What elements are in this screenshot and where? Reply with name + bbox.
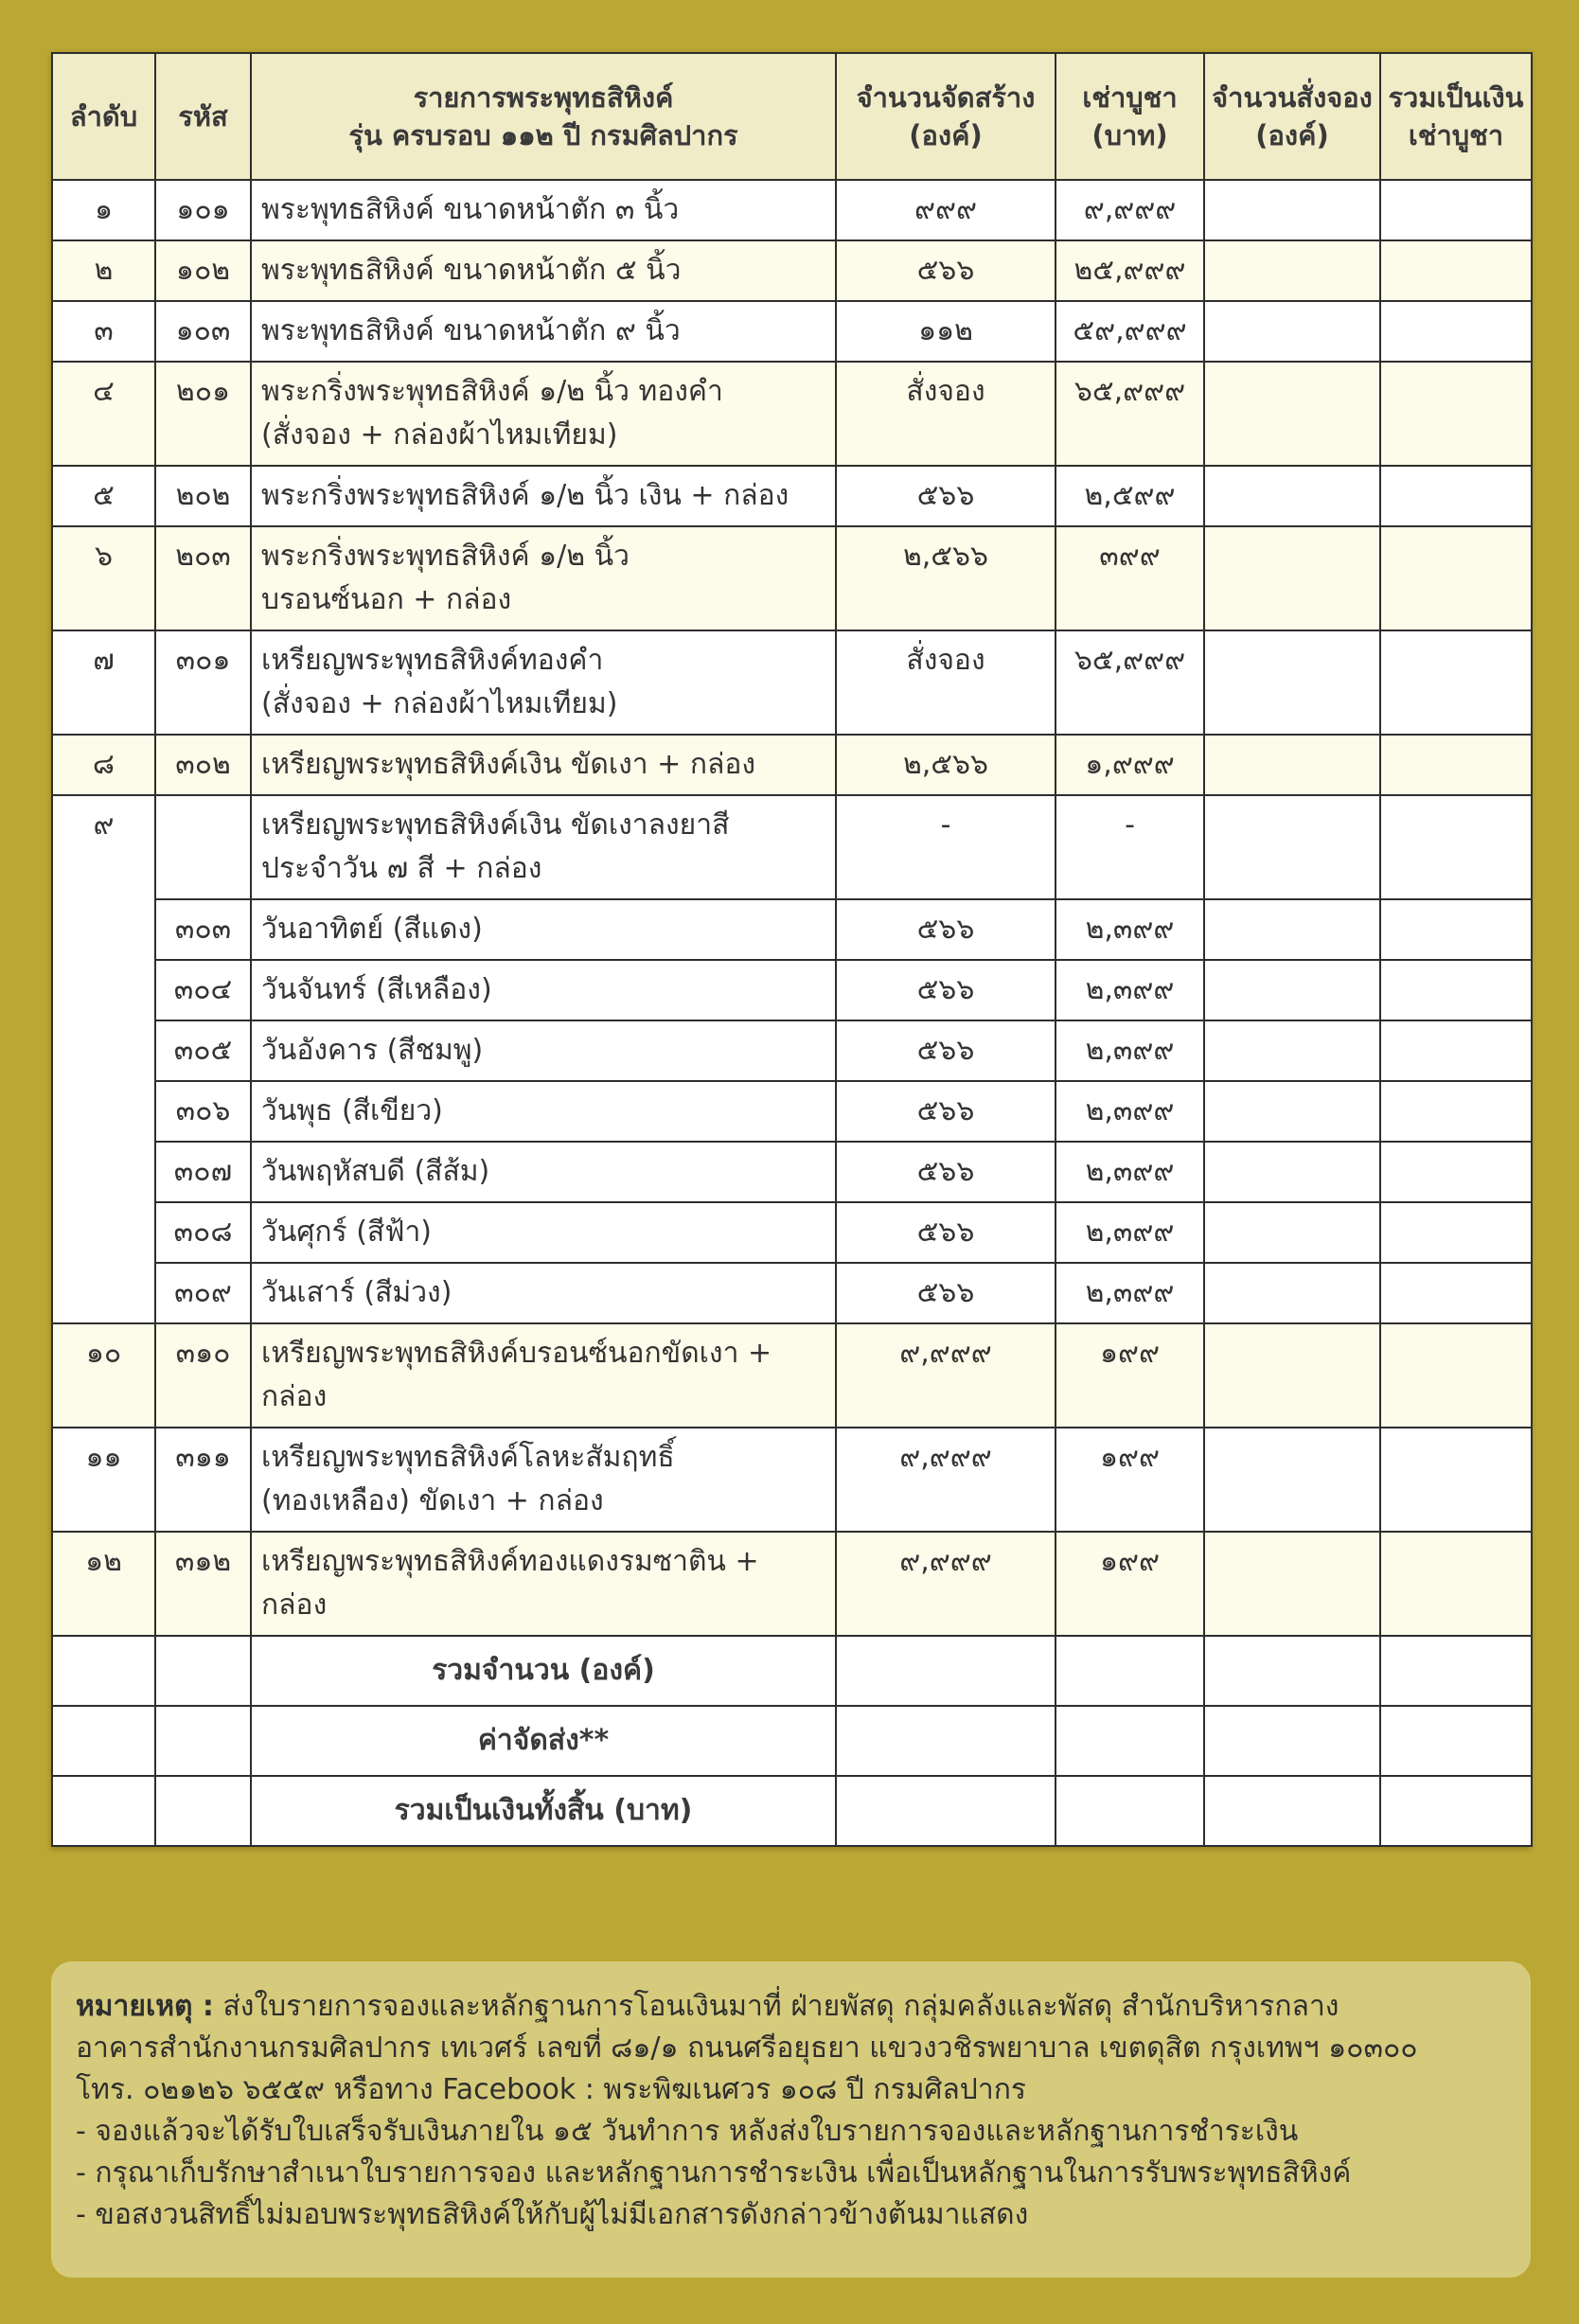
price-cell: ๒,๓๙๙	[1056, 899, 1204, 960]
reserve-input-cell[interactable]	[1204, 1532, 1380, 1636]
sum-input-cell[interactable]	[1380, 466, 1532, 526]
price-cell: ๖๕,๙๙๙	[1056, 630, 1204, 735]
price-cell: ๒,๓๙๙	[1056, 1263, 1204, 1323]
reserve-input-cell[interactable]	[1204, 466, 1380, 526]
table-row	[52, 301, 1532, 362]
made-cell: ๕๖๖	[836, 1081, 1056, 1142]
price-cell: -	[1056, 795, 1204, 899]
reserve-input-cell[interactable]	[1204, 630, 1380, 735]
table-row	[52, 899, 1532, 960]
reserve-input-cell[interactable]	[1204, 240, 1380, 301]
sum-input-cell[interactable]	[1380, 1428, 1532, 1532]
made-cell: ๕๖๖	[836, 466, 1056, 526]
code-cell: ๓๐๕	[155, 1020, 251, 1081]
price-cell: ๒,๕๙๙	[1056, 466, 1204, 526]
shipping-sum-cell[interactable]	[1380, 1706, 1532, 1776]
reserve-input-cell[interactable]	[1204, 735, 1380, 795]
reserve-input-cell[interactable]	[1204, 1081, 1380, 1142]
sum-input-cell[interactable]	[1380, 1323, 1532, 1428]
notes-line: โทร. ๐๒๑๒๖ ๖๕๕๙ หรือทาง Facebook : พระพิฆเนศวร ๑๐๘ ปี กรมศิลปากร	[76, 2073, 1026, 2106]
sum-input-cell[interactable]	[1380, 960, 1532, 1020]
price-cell: ๒,๓๙๙	[1056, 1202, 1204, 1263]
reserve-input-cell[interactable]	[1204, 1142, 1380, 1202]
empty-cell	[155, 1776, 251, 1846]
price-cell: ๖๕,๙๙๙	[1056, 362, 1204, 466]
made-cell: ๑๑๒	[836, 301, 1056, 362]
code-cell: ๓๐๔	[155, 960, 251, 1020]
notes-label: หมายเหตุ :	[76, 1990, 214, 2023]
reserve-input-cell[interactable]	[1204, 362, 1380, 466]
shipping-input-cell[interactable]	[1204, 1706, 1380, 1776]
made-cell: สั่งจอง	[836, 630, 1056, 735]
table-row	[52, 1323, 1532, 1428]
made-cell: -	[836, 795, 1056, 899]
item-name-cell: พระกริ่งพระพุทธสิหิงค์ ๑/๒ นิ้ว เงิน + กล่อง	[251, 466, 836, 526]
made-cell: ๕๖๖	[836, 899, 1056, 960]
made-cell: ๕๖๖	[836, 960, 1056, 1020]
table-row	[52, 1020, 1532, 1081]
order-cell: ๗	[52, 630, 155, 735]
sum-input-cell[interactable]	[1380, 795, 1532, 899]
order-cell: ๖	[52, 526, 155, 630]
item-name-cell: เหรียญพระพุทธสิหิงค์บรอนซ์นอกขัดเงา + กล่อง	[251, 1323, 836, 1428]
price-cell: ๑๙๙	[1056, 1323, 1204, 1428]
sum-input-cell[interactable]	[1380, 1020, 1532, 1081]
reserve-input-cell[interactable]	[1204, 1263, 1380, 1323]
table-row	[52, 240, 1532, 301]
table-row	[52, 1202, 1532, 1263]
item-name-cell: วันจันทร์ (สีเหลือง)	[251, 960, 836, 1020]
reserve-input-cell[interactable]	[1204, 899, 1380, 960]
code-cell: ๓๑๒	[155, 1532, 251, 1636]
grand-total-label: รวมเป็นเงินทั้งสิ้น (บาท)	[251, 1776, 836, 1846]
sum-input-cell[interactable]	[1380, 1081, 1532, 1142]
header-code: รหัส	[155, 53, 251, 180]
item-name-cell: เหรียญพระพุทธสิหิงค์เงิน ขัดเงา + กล่อง	[251, 735, 836, 795]
empty-cell	[52, 1706, 155, 1776]
order-cell: ๑๒	[52, 1532, 155, 1636]
table-row	[52, 180, 1532, 240]
order-cell: ๑	[52, 180, 155, 240]
price-cell: ๕๙,๙๙๙	[1056, 301, 1204, 362]
empty-cell	[1056, 1776, 1204, 1846]
item-name-cell: วันเสาร์ (สีม่วง)	[251, 1263, 836, 1323]
reserve-input-cell[interactable]	[1204, 180, 1380, 240]
made-cell: ๕๖๖	[836, 1202, 1056, 1263]
table-row	[52, 526, 1532, 630]
item-name-cell: พระพุทธสิหิงค์ ขนาดหน้าตัก ๓ นิ้ว	[251, 180, 836, 240]
table-row	[52, 1263, 1532, 1323]
sum-input-cell[interactable]	[1380, 362, 1532, 466]
empty-cell	[1056, 1636, 1204, 1706]
table-row	[52, 1142, 1532, 1202]
empty-cell	[836, 1636, 1056, 1706]
made-cell: ๕๖๖	[836, 1263, 1056, 1323]
item-name-cell: เหรียญพระพุทธสิหิงค์เงิน ขัดเงาลงยาสี ประจำวัน ๗ สี + กล่อง	[251, 795, 836, 899]
made-cell: ๒,๕๖๖	[836, 526, 1056, 630]
price-cell: ๒,๓๙๙	[1056, 1081, 1204, 1142]
price-cell: ๒,๓๙๙	[1056, 1020, 1204, 1081]
price-cell: ๒๕,๙๙๙	[1056, 240, 1204, 301]
made-cell: ๙,๙๙๙	[836, 1428, 1056, 1532]
code-cell: ๓๐๗	[155, 1142, 251, 1202]
code-cell: ๑๐๑	[155, 180, 251, 240]
table-row	[52, 795, 1532, 899]
item-name-cell: เหรียญพระพุทธสิหิงค์ทองคำ (สั่งจอง + กล่องผ้าไหมเทียม)	[251, 630, 836, 735]
sum-input-cell[interactable]	[1380, 1202, 1532, 1263]
item-name-cell: พระกริ่งพระพุทธสิหิงค์ ๑/๒ นิ้ว ทองคำ (สั่งจอง + กล่องผ้าไหมเทียม)	[251, 362, 836, 466]
sum-input-cell[interactable]	[1380, 630, 1532, 735]
total-count-input-cell[interactable]	[1204, 1636, 1380, 1706]
sum-input-cell[interactable]	[1380, 899, 1532, 960]
reserve-input-cell[interactable]	[1204, 301, 1380, 362]
item-name-cell: วันพุธ (สีเขียว)	[251, 1081, 836, 1142]
header-row	[52, 53, 1532, 180]
empty-cell	[1056, 1706, 1204, 1776]
sum-input-cell[interactable]	[1380, 1263, 1532, 1323]
code-cell: ๓๐๙	[155, 1263, 251, 1323]
made-cell: ๙,๙๙๙	[836, 1323, 1056, 1428]
shipping-label: ค่าจัดส่ง**	[251, 1706, 836, 1776]
notes-line	[76, 1986, 1506, 2028]
sum-input-cell[interactable]	[1380, 735, 1532, 795]
notes-line: - ขอสงวนสิทธิ์ไม่มอบพระพุทธสิหิงค์ให้กับผู้ไม่มีเอกสารดังกล่าวข้างต้นมาแสดง	[76, 2198, 1029, 2231]
order-form-table-wrap	[51, 52, 1531, 1847]
reserve-input-cell[interactable]	[1204, 1202, 1380, 1263]
item-name-cell: วันพฤหัสบดี (สีส้ม)	[251, 1142, 836, 1202]
code-cell: ๒๐๓	[155, 526, 251, 630]
header-made-count: จำนวนจัดสร้าง (องค์)	[836, 53, 1056, 180]
table-row	[52, 362, 1532, 466]
order-cell: ๕	[52, 466, 155, 526]
item-name-cell: พระพุทธสิหิงค์ ขนาดหน้าตัก ๙ นิ้ว	[251, 301, 836, 362]
price-cell: ๑๙๙	[1056, 1428, 1204, 1532]
table-row	[52, 1081, 1532, 1142]
sum-input-cell[interactable]	[1380, 240, 1532, 301]
made-cell: ๒,๕๖๖	[836, 735, 1056, 795]
order-form-table	[51, 52, 1533, 1847]
made-cell: ๕๖๖	[836, 1020, 1056, 1081]
item-name-cell: วันอาทิตย์ (สีแดง)	[251, 899, 836, 960]
order-cell: ๘	[52, 735, 155, 795]
grand-total-sum-cell[interactable]	[1380, 1776, 1532, 1846]
sum-input-cell[interactable]	[1380, 526, 1532, 630]
order-cell: ๓	[52, 301, 155, 362]
code-cell: ๑๐๒	[155, 240, 251, 301]
code-cell: ๓๐๑	[155, 630, 251, 735]
reserve-input-cell[interactable]	[1204, 1428, 1380, 1532]
order-cell: ๑๐	[52, 1323, 155, 1428]
item-name-cell: วันศุกร์ (สีฟ้า)	[251, 1202, 836, 1263]
item-name-cell: เหรียญพระพุทธสิหิงค์โลหะสัมฤทธิ์ (ทองเหลือง) ขัดเงา + กล่อง	[251, 1428, 836, 1532]
order-cell: ๙	[52, 795, 155, 1323]
reserve-input-cell[interactable]	[1204, 1020, 1380, 1081]
notes-line: อาคารสำนักงานกรมศิลปากร เทเวศร์ เลขที่ ๘๑/๑ ถนนศรีอยุธยา แขวงวชิรพยาบาล เขตดุสิต กรุงเทพฯ ๑๐๓๐๐	[76, 2031, 1418, 2065]
notes-line: - จองแล้วจะได้รับใบเสร็จรับเงินภายใน ๑๕ วันทำการ หลังส่งใบรายการจองและหลักฐานการชำระเงิน	[76, 2115, 1299, 2148]
code-cell	[155, 795, 251, 899]
reserve-input-cell[interactable]	[1204, 960, 1380, 1020]
total-count-row	[52, 1636, 1532, 1706]
code-cell: ๒๐๑	[155, 362, 251, 466]
grand-total-input-cell[interactable]	[1204, 1776, 1380, 1846]
code-cell: ๓๐๓	[155, 899, 251, 960]
reserve-input-cell[interactable]	[1204, 1323, 1380, 1428]
header-price: เช่าบูชา (บาท)	[1056, 53, 1204, 180]
made-cell: ๙๙๙	[836, 180, 1056, 240]
sum-input-cell[interactable]	[1380, 1532, 1532, 1636]
shipping-row	[52, 1706, 1532, 1776]
grand-total-row	[52, 1776, 1532, 1846]
total-count-sum-cell[interactable]	[1380, 1636, 1532, 1706]
header-reserve-count: จำนวนสั่งจอง (องค์)	[1204, 53, 1380, 180]
table-row	[52, 960, 1532, 1020]
table-row	[52, 1532, 1532, 1636]
reserve-input-cell[interactable]	[1204, 795, 1380, 899]
code-cell: ๓๐๘	[155, 1202, 251, 1263]
order-cell: ๒	[52, 240, 155, 301]
code-cell: ๓๑๑	[155, 1428, 251, 1532]
price-cell: ๒,๓๙๙	[1056, 1142, 1204, 1202]
notes-line: - กรุณาเก็บรักษาสำเนาใบรายการจอง และหลักฐานการชำระเงิน เพื่อเป็นหลักฐานในการรับพระพุทธสิหิงค์	[76, 2156, 1352, 2190]
made-cell: ๕๖๖	[836, 240, 1056, 301]
made-cell: สั่งจอง	[836, 362, 1056, 466]
code-cell: ๒๐๒	[155, 466, 251, 526]
table-row	[52, 735, 1532, 795]
sum-input-cell[interactable]	[1380, 180, 1532, 240]
sum-input-cell[interactable]	[1380, 301, 1532, 362]
price-cell: ๒,๓๙๙	[1056, 960, 1204, 1020]
total-count-label: รวมจำนวน (องค์)	[251, 1636, 836, 1706]
header-item: รายการพระพุทธสิหิงค์ รุ่น ครบรอบ ๑๑๒ ปี กรมศิลปากร	[251, 53, 836, 180]
made-cell: ๙,๙๙๙	[836, 1532, 1056, 1636]
reserve-input-cell[interactable]	[1204, 526, 1380, 630]
item-name-cell: เหรียญพระพุทธสิหิงค์ทองแดงรมซาติน + กล่อง	[251, 1532, 836, 1636]
empty-cell	[836, 1776, 1056, 1846]
code-cell: ๓๐๒	[155, 735, 251, 795]
item-name-cell: พระกริ่งพระพุทธสิหิงค์ ๑/๒ นิ้ว บรอนซ์นอก + กล่อง	[251, 526, 836, 630]
notes-box	[51, 1961, 1531, 2278]
empty-cell	[52, 1776, 155, 1846]
code-cell: ๓๐๖	[155, 1081, 251, 1142]
sum-input-cell[interactable]	[1380, 1142, 1532, 1202]
notes-text: ส่งใบรายการจองและหลักฐานการโอนเงินมาที่ ฝ่ายพัสดุ กลุ่มคลังและพัสดุ สำนักบริหารกลาง	[222, 1990, 1339, 2023]
header-sum: รวมเป็นเงิน เช่าบูชา	[1380, 53, 1532, 180]
order-cell: ๔	[52, 362, 155, 466]
code-cell: ๓๑๐	[155, 1323, 251, 1428]
table-row	[52, 1428, 1532, 1532]
made-cell: ๕๖๖	[836, 1142, 1056, 1202]
empty-cell	[155, 1706, 251, 1776]
empty-cell	[836, 1706, 1056, 1776]
price-cell: ๙,๙๙๙	[1056, 180, 1204, 240]
empty-cell	[155, 1636, 251, 1706]
empty-cell	[52, 1636, 155, 1706]
code-cell: ๑๐๓	[155, 301, 251, 362]
price-cell: ๑๙๙	[1056, 1532, 1204, 1636]
price-cell: ๑,๙๙๙	[1056, 735, 1204, 795]
order-cell: ๑๑	[52, 1428, 155, 1532]
item-name-cell: พระพุทธสิหิงค์ ขนาดหน้าตัก ๕ นิ้ว	[251, 240, 836, 301]
table-row	[52, 466, 1532, 526]
item-name-cell: วันอังคาร (สีชมพู)	[251, 1020, 836, 1081]
price-cell: ๓๙๙	[1056, 526, 1204, 630]
header-order: ลำดับ	[52, 53, 155, 180]
table-row	[52, 630, 1532, 735]
